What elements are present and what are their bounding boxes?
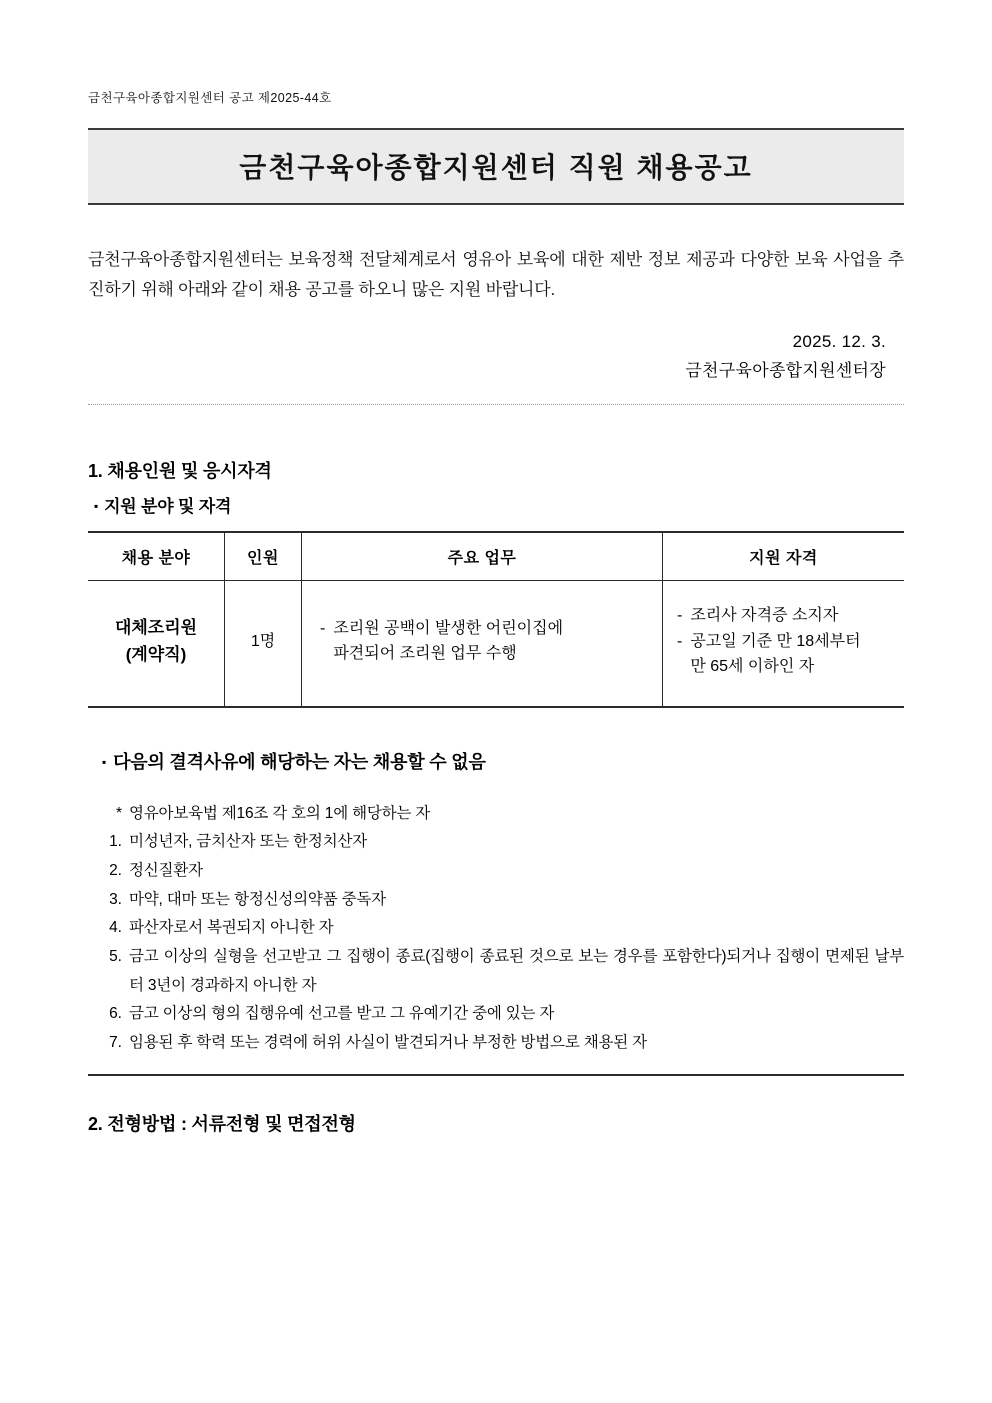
list-text: 마약, 대마 또는 항정신성의약품 중독자 [129,890,386,908]
announcement-date: 2025. 12. 3. [792,331,886,351]
duty-line-1: 조리원 공백이 발생한 어린이집에 [333,619,564,637]
list-marker: 7. [109,1034,122,1052]
list-item [100,828,904,857]
list-item [100,857,904,886]
section2-heading: 2. 전형방법 : 서류전형 및 면접전형 [88,1113,356,1134]
list-marker: 3. [109,890,122,908]
list-item [100,800,904,829]
table-header-duty: 주요 업무 [302,532,663,581]
list-marker: 1. [109,833,122,851]
table-header-field: 채용 분야 [88,532,225,581]
list-item [100,1000,904,1029]
list-text: 금고 이상의 실형을 선고받고 그 집행이 종료(집행이 종료된 것으로 보는 경우를 포함한다)되거나 집행이 면제된 날부터 3년이 경과하지 아니한 자 [129,948,904,994]
dash-marker: - [677,632,683,650]
table-header-row [88,532,904,581]
disqualification-heading-label: 다음의 결격사유에 해당하는 자는 채용할 수 없음 [113,751,486,772]
list-text: 금고 이상의 형의 집행유예 선고를 받고 그 유예기간 중에 있는 자 [129,1005,555,1023]
section1-heading: 1. 채용인원 및 응시자격 [88,461,272,481]
disqualification-list [88,800,904,1076]
issuer-name: 금천구육아종합지원센터장 [685,361,886,381]
date-issuer-block [88,327,904,387]
list-marker: 2. [109,862,122,880]
dash-marker: - [677,607,683,624]
duty-line-2: 파견되어 조리원 업무 수행 [333,645,517,663]
section1-subheading [88,492,904,517]
document-number: 금천구육아종합지원센터 공고 제2025-44호 [88,91,332,105]
square-bullet-icon: ▪ [102,754,107,769]
list-marker: * [115,804,122,822]
dotted-divider [88,404,904,405]
intro-paragraph: 금천구육아종합지원센터는 보육정책 전달체계로서 영유아 보육에 대한 제반 정보 제공과 다양한 보육 사업을 추진하기 위해 아래와 같이 채용 공고를 하오니 많은 지원 바랍니다. [88,250,904,299]
list-marker: 5. [109,948,122,966]
section1-subheading-label: 지원 분야 및 자격 [104,497,232,516]
qualification-item-1: 조리사 자격증 소지자 [690,607,839,624]
cell-field [88,581,225,707]
list-item [100,914,904,943]
list-text: 파산자로서 복권되지 아니한 자 [129,919,334,937]
page-title: 금천구육아종합지원센터 직원 채용공고 [239,152,753,183]
list-item [100,943,904,1000]
table-header-qualification: 지원 자격 [663,532,905,581]
dash-marker: - [320,619,326,637]
cell-duty [302,581,663,707]
list-text: 영유아보육법 제16조 각 호의 1에 해당하는 자 [129,804,431,822]
list-item [100,1029,904,1058]
cell-qualification [663,581,905,707]
field-line-2: (계약직) [125,645,187,665]
recruitment-table [88,531,904,708]
field-line-1: 대체조리원 [114,618,198,638]
list-text: 임용된 후 학력 또는 경력에 허위 사실이 발견되거나 부정한 방법으로 채용된 자 [129,1034,647,1052]
qualification-item-2-line-1: 공고일 기준 만 18세부터 [690,632,861,650]
cell-count: 1명 [225,581,302,707]
list-text: 미성년자, 금치산자 또는 한정치산자 [129,833,368,851]
table-row [88,581,904,707]
qualification-item-2-line-2: 만 65세 이하인 자 [690,658,815,676]
square-bullet-icon: ▪ [94,499,99,513]
list-item [100,886,904,915]
list-marker: 6. [109,1005,122,1023]
table-header-count: 인원 [225,532,302,581]
disqualification-heading [88,748,904,774]
title-banner [88,128,904,205]
list-marker: 4. [109,919,122,937]
list-text: 정신질환자 [129,862,203,880]
